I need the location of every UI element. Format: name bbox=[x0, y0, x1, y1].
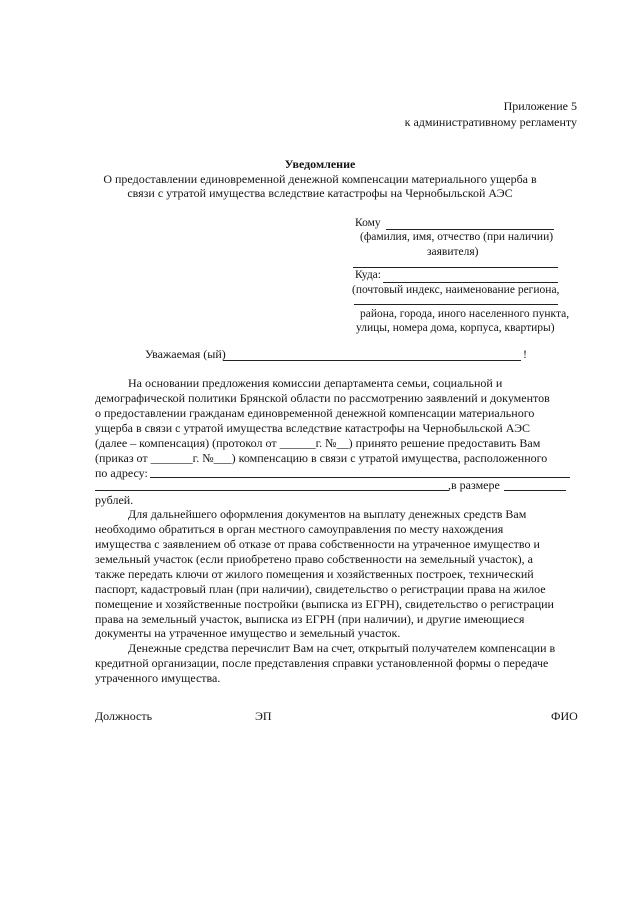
body-p3-line1: Денежные средства перечислит Вам на счет, открытый получателем компенсации в bbox=[128, 641, 556, 655]
body-p2-line5: также передать ключи от жилого помещения и хозяйственных построек, технический bbox=[95, 567, 534, 581]
document-subtitle-line1: О предоставлении единовременной денежной компенсации материального ущерба в bbox=[103, 172, 537, 186]
body-p1-line3: о предоставлении гражданам единовременной денежной компенсации материального bbox=[95, 406, 535, 420]
body-p2-line7: помещение и хозяйственные постройки (выписка из ЕГРН), свидетельство о регистрации bbox=[95, 597, 554, 611]
body-p1-line4: ущерба в связи с утратой имущества вследствие катастрофы на Чернобыльской АЭС bbox=[95, 421, 530, 435]
where-extra-line bbox=[354, 304, 558, 305]
salutation-prefix: Уважаемая (ый) bbox=[145, 347, 226, 361]
signature-position: Должность bbox=[95, 709, 153, 723]
to-label: Кому bbox=[355, 217, 381, 229]
salutation-suffix: ! bbox=[523, 347, 527, 361]
body-p2-line8: права на земельный участок, выписка из ЕГРН (при наличии), и другие имеющиеся bbox=[95, 612, 525, 626]
currency-label: рублей. bbox=[95, 493, 134, 507]
body-p2-line1: Для дальнейшего оформления документов на выплату денежных средств Вам bbox=[128, 507, 527, 521]
address-fill-line-2 bbox=[95, 490, 449, 491]
appendix-number: Приложение 5 bbox=[503, 99, 577, 113]
where-hint-line1: (почтовый индекс, наименование региона, bbox=[352, 284, 560, 296]
body-p2-line9: документы на утраченное имущество и земельный участок. bbox=[95, 626, 401, 640]
body-p2-line2: необходимо обратиться в орган местного самоуправления по месту нахождения bbox=[95, 522, 504, 536]
body-p3-line3: утраченного имущества. bbox=[95, 671, 221, 685]
body-p2-line4: земельный участок (если приобретено право собственности на земельный участок), а bbox=[95, 552, 533, 566]
appendix-reference: к административному регламенту bbox=[404, 115, 577, 129]
document-subtitle-line2: связи с утратой имущества вследствие катастрофы на Чернобыльской АЭС bbox=[127, 186, 513, 200]
amount-fill-line bbox=[504, 490, 566, 491]
body-p3-line2: кредитной организации, после представления справки установленной формы о передаче bbox=[95, 656, 549, 670]
to-hint-line2: заявителя) bbox=[427, 246, 479, 258]
where-hint-line3: улицы, номера дома, корпуса, квартиры) bbox=[356, 322, 555, 334]
body-p1-line6: (приказ от _______г. №___) компенсацию в связи с утратой имущества, расположенного bbox=[95, 451, 548, 465]
body-p1-line7: по адресу: bbox=[95, 466, 148, 480]
salutation-fill-line bbox=[223, 360, 521, 361]
where-label: Куда: bbox=[355, 269, 381, 281]
body-p2-line6: паспорт, кадастровый план (при наличии), свидетельство о регистрации права на жилое bbox=[95, 582, 546, 596]
amount-label: ,в размере bbox=[448, 478, 500, 492]
body-p1-line5: (далее – компенсация) (протокол от ______г. №__) принято решение предоставить Вам bbox=[95, 436, 541, 450]
where-hint-line2: района, города, иного населенного пункта, bbox=[360, 308, 570, 320]
document-title: Уведомление bbox=[284, 157, 356, 171]
address-fill-line bbox=[150, 477, 570, 478]
body-p2-line3: имущества с заявлением об отказе от права собственности на утраченное имущество и bbox=[95, 537, 540, 551]
body-p1-line2: демографической политики Брянской области по рассмотрению заявлений и документов bbox=[95, 391, 550, 405]
body-p1-line1: На основании предложения комиссии департамента семьи, социальной и bbox=[128, 376, 503, 390]
to-hint-line1: (фамилия, имя, отчество (при наличии) bbox=[360, 231, 554, 243]
signature-ep: ЭП bbox=[255, 709, 272, 723]
signature-name: ФИО bbox=[551, 709, 578, 723]
